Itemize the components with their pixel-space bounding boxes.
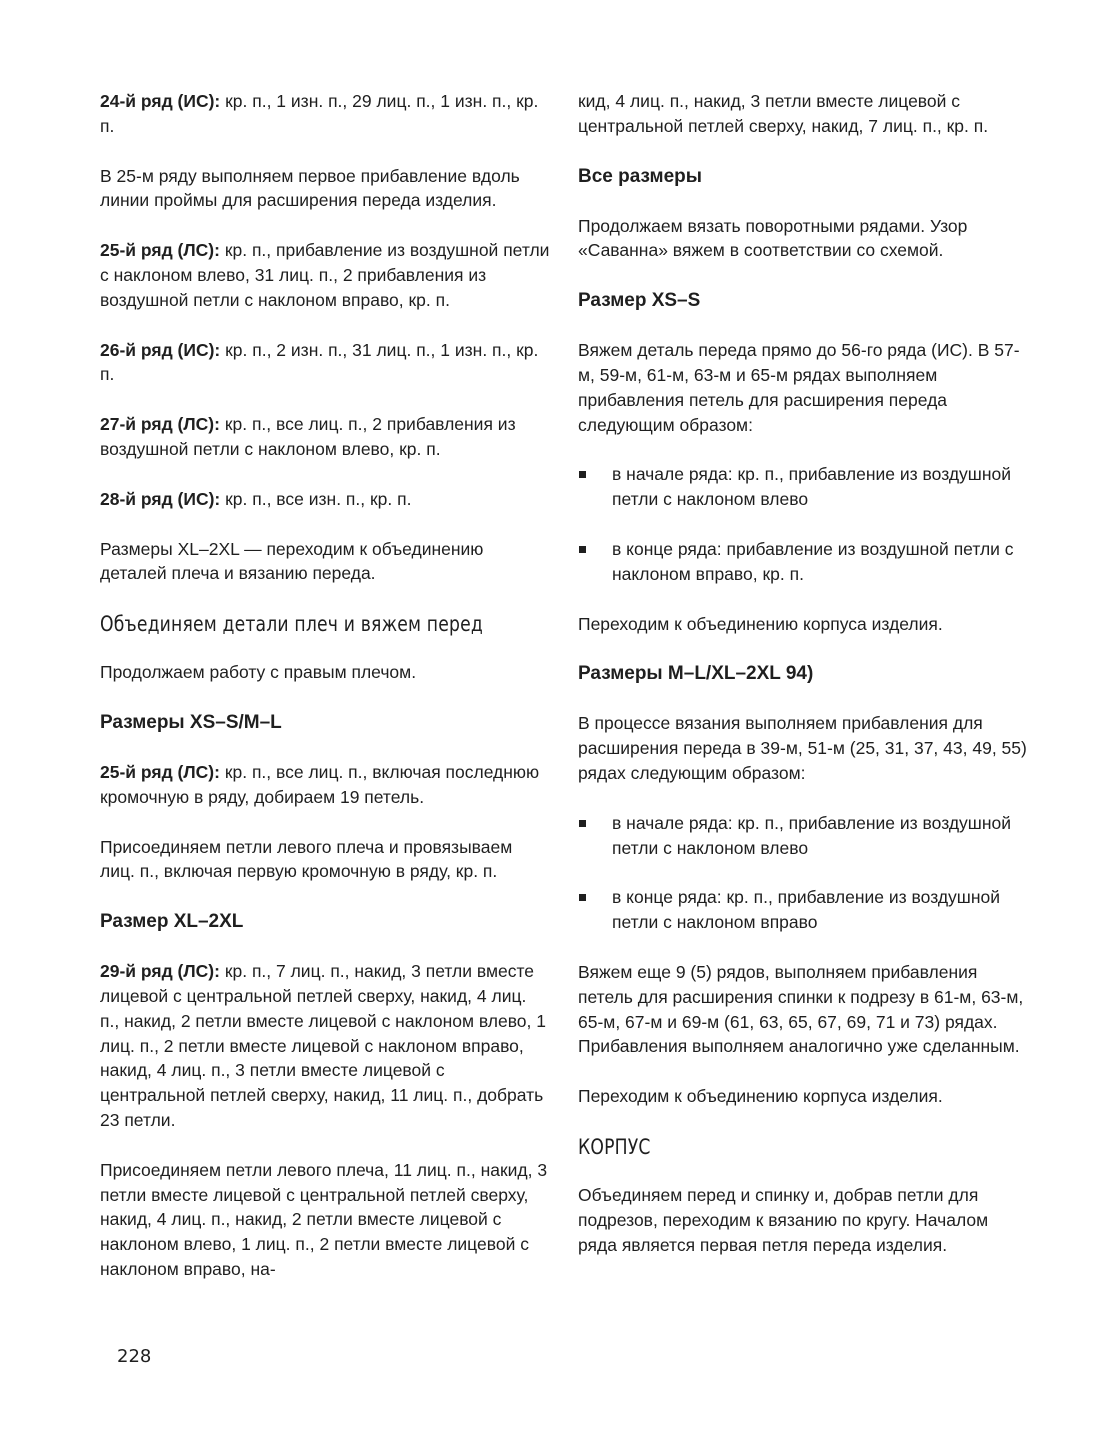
bullet-icon xyxy=(579,471,586,478)
increase-intro-paragraph: В 25-м ряду выполняем первое прибавление вдоль линии проймы для расширения переда изделия. xyxy=(100,165,520,211)
list-item-text: в начале ряда: кр. п., прибавление из воздушной петли с наклоном влево xyxy=(612,464,1012,510)
row-label: 25-й ряд (ЛС): xyxy=(100,761,220,782)
list-item xyxy=(578,885,1030,935)
row-label: 26-й ряд (ИС): xyxy=(100,339,221,360)
row-text: кр. п., прибавление из воздушной петли с наклоном влево, 31 лиц. п., 2 прибавления из воздушной петли с наклоном вправо, кр. п. xyxy=(100,240,550,310)
bullet-icon xyxy=(579,894,586,901)
row-24-paragraph xyxy=(100,89,550,139)
row-25b-paragraph xyxy=(100,760,550,810)
list-item-text: в начале ряда: кр. п., прибавление из воздушной петли с наклоном влево xyxy=(612,812,1012,858)
bullet-list-ml xyxy=(578,811,1030,935)
row-label: 27-й ряд (ЛС): xyxy=(100,414,220,435)
right-column xyxy=(578,89,1030,1282)
body-paragraph: Объединяем перед и спинку и, добрав петли для подрезов, переходим к вязанию по кругу. Началом ряда является первая петля переда изделия. xyxy=(578,1184,989,1255)
heading-all-sizes: Все размеры xyxy=(578,165,702,187)
row-27-paragraph xyxy=(100,412,550,462)
heading-xl: Размер XL–2XL xyxy=(100,911,244,933)
bullet-icon xyxy=(579,546,586,553)
row-29-paragraph xyxy=(100,959,550,1133)
section-title-body: КОРПУС xyxy=(578,1134,651,1159)
xs-paragraph: Вяжем деталь переда прямо до 56-го ряда (ИС). В 57-м, 59-м, 61-м, 63-м и 65-м рядах выполняем прибавления петель для расширения переда следующим образом: xyxy=(578,340,1020,435)
row-text: кр. п., 1 изн. п., 29 лиц. п., 1 изн. п., кр. п. xyxy=(100,91,539,136)
xl-note-paragraph: Размеры XL–2XL — переходим к объединению деталей плеча и вязанию переда. xyxy=(100,538,484,584)
ml-paragraph: В процессе вязания выполняем прибавления для расширения переда в 39-м, 51-м (25, 31, 37, 43, 49, 55) рядах следующим образом: xyxy=(578,713,1027,783)
continuation-paragraph: кид, 4 лиц. п., накид, 3 петли вместе лицевой с центральной петлей сверху, накид, 7 лиц. п., кр. п. xyxy=(578,91,989,136)
more-rows-paragraph: Вяжем еще 9 (5) рядов, выполняем прибавления петель для расширения спинки к подрезу в 61-м, 63-м, 65-м, 67-м и 69-м (61, 63, 65, 67, 69, 71 и 73) рядах. Прибавления выполняем аналогично уже сделанным. xyxy=(578,961,1024,1057)
row-26-paragraph xyxy=(100,338,550,388)
list-item-text: в конце ряда: кр. п., прибавление из воздушной петли с наклоном вправо xyxy=(612,887,1001,933)
bullet-list-xs xyxy=(578,462,1030,586)
row-label: 28-й ряд (ИС): xyxy=(100,488,221,509)
go-body-paragraph: Переходим к объединению корпуса изделия. xyxy=(578,613,943,634)
all-sizes-paragraph: Продолжаем вязать поворотными рядами. Узор «Саванна» вяжем в соответствии со схемой. xyxy=(578,215,968,261)
page-number: 228 xyxy=(117,1346,152,1367)
row-text: кр. п., 7 лиц. п., накид, 3 петли вместе лицевой с центральной петлей сверху, накид, 4 лиц. п., накид, 2 петли вместе лицевой с наклоном влево, 1 лиц. п., 2 петли вместе лицевой с наклоном вправо, накид, 4 лиц. п., 3 петли вместе лицевой с центральной петлей сверху, накид, 11 лиц. п., добрать 23 петли. xyxy=(100,961,546,1130)
row-label: 29-й ряд (ЛС): xyxy=(100,961,220,982)
row-label: 24-й ряд (ИС): xyxy=(100,91,221,111)
heading-ml-xl: Размеры M–L/XL–2XL 94) xyxy=(578,663,814,685)
row-text: кр. п., все изн. п., кр. п. xyxy=(220,488,412,509)
bullet-icon xyxy=(579,820,586,827)
row-28-paragraph xyxy=(100,487,550,512)
list-item-text: в конце ряда: прибавление из воздушной петли с наклоном вправо, кр. п. xyxy=(612,538,1014,584)
heading-xs-ml: Размеры XS–S/M–L xyxy=(100,711,282,733)
row-25-paragraph xyxy=(100,238,550,312)
row-text: кр. п., все лиц. п., включая последнюю кромочную в ряду, добираем 19 петель. xyxy=(100,761,540,807)
heading-xs: Размер XS–S xyxy=(578,290,701,312)
row-label: 25-й ряд (ЛС): xyxy=(100,240,220,261)
go-body-paragraph-2: Переходим к объединению корпуса изделия. xyxy=(578,1086,943,1107)
join-left-paragraph: Присоединяем петли левого плеча и провязываем лиц. п., включая первую кромочную в ряду, кр. п. xyxy=(100,836,513,882)
row-text: кр. п., все лиц. п., 2 прибавления из воздушной петли с наклоном влево, кр. п. xyxy=(100,414,516,459)
join-left-xl-paragraph: Присоединяем петли левого плеча, 11 лиц. п., накид, 3 петли вместе лицевой с центральной петлей сверху, накид, 4 лиц. п., накид, 2 петли вместе лицевой с наклоном влево, 1 лиц. п., 2 петли вместе лицевой с наклоном вправо, на- xyxy=(100,1159,548,1279)
left-column xyxy=(100,89,550,1307)
list-item xyxy=(578,811,1030,861)
list-item xyxy=(578,537,1030,587)
section-title-shoulders: Объединяем детали плеч и вяжем перед xyxy=(100,612,483,637)
list-item xyxy=(578,462,1030,512)
row-text: кр. п., 2 изн. п., 31 лиц. п., 1 изн. п., кр. п. xyxy=(100,339,539,385)
continue-paragraph: Продолжаем работу с правым плечом. xyxy=(100,662,417,683)
